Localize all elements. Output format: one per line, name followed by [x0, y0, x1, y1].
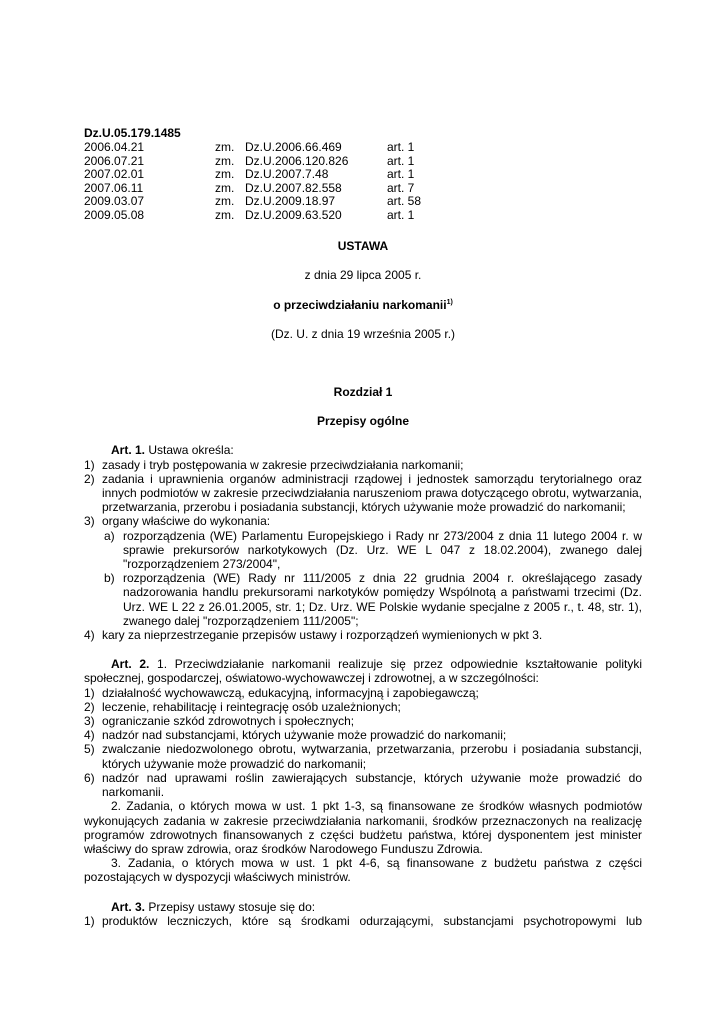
amendment-row: [84, 208, 642, 222]
amendment-row: [84, 140, 642, 154]
amendment-date: 2009.03.07: [84, 194, 145, 209]
item-text: działalność wychowawczą, edukacyjną, informacyjną i zapobiegawczą;: [102, 685, 479, 700]
article-1-intro: [84, 443, 642, 457]
amendment-article: art. 1: [387, 153, 415, 168]
list-item: [84, 514, 642, 528]
article-intro-text: Ustawa określa:: [145, 443, 234, 458]
amendment-type: zm.: [215, 194, 235, 209]
item-number: 1): [84, 913, 95, 928]
chapter-number: Rozdział 1: [333, 385, 393, 400]
amendment-type: zm.: [215, 180, 235, 195]
amendment-date: 2006.04.21: [84, 140, 145, 155]
sub-item-letter: b): [104, 571, 115, 586]
item-number: 3): [84, 514, 95, 529]
sub-item-text: rozporządzenia (WE) Rady nr 111/2005 z dnia 22 grudnia 2004 r. określającego zasady nadzorowania handlu prekursorami narkotyków pomiędzy Wspólnotą a państwami trzecimi (Dz. Urz. WE L 22 z 26.01.2005, str. 1; Dz. Urz. WE Polskie wydanie specjalne z 2005 r., t. 48, str. 1), zwanego dalej "rozporządzeniem 111/2005";: [123, 571, 642, 628]
list-item: [84, 714, 642, 728]
list-item: [84, 686, 642, 700]
amendment-ref: Dz.U.2009.18.97: [245, 194, 336, 209]
sub-item: [104, 529, 642, 572]
sub-item-text: rozporządzenia (WE) Parlamentu Europejskiego i Rady nr 273/2004 z dnia 11 lutego 2004 r. w sprawie prekursorów narkotykowych (Dz. Urz. WE L 047 z 18.02.2004), zwanego dalej "rozporządzeniem 273/2004",: [123, 528, 642, 572]
amendment-row: [84, 181, 642, 195]
item-number: 2): [84, 699, 95, 714]
article-2-paragraph-2: 2. Zadania, o których mowa w ust. 1 pkt 1-3, są finansowane ze środków własnych podmiotów wykonujących zadania w zakresie przeciwdziałania narkomanii, środków przeznaczonych na realizację programów zdrowotnych finansowanych z części budżetu państwa, której dysponentem jest minister właściwy do spraw zdrowia, oraz środków Narodowego Funduszu Zdrowia.: [84, 799, 642, 856]
amendment-type: zm.: [215, 167, 235, 182]
article-3: [84, 900, 642, 928]
item-number: 3): [84, 714, 95, 729]
list-item: [84, 742, 642, 770]
amendment-type: zm.: [215, 207, 235, 222]
item-text: organy właściwe do wykonania:: [102, 514, 271, 529]
journal-reference: Dz.U.05.179.1485: [84, 126, 181, 140]
list-item: [84, 628, 642, 642]
amendment-ref: Dz.U.2006.66.469: [245, 140, 342, 155]
amendment-row: [84, 167, 642, 181]
amendment-date: 2007.02.01: [84, 167, 145, 182]
article-2-intro: [84, 657, 642, 685]
amendment-history: [84, 126, 642, 221]
amendment-ref: Dz.U.2007.82.558: [245, 180, 342, 195]
item-number: 4): [84, 728, 95, 743]
amendment-ref: Dz.U.2009.63.520: [245, 207, 342, 222]
article-intro-text: Przepisy ustawy stosuje się do:: [145, 899, 316, 914]
article-1: [84, 443, 642, 642]
item-number: 1): [84, 685, 95, 700]
item-number: 4): [84, 628, 95, 643]
amendment-ref: Dz.U.2007.7.48: [245, 167, 329, 182]
amendment-article: art. 7: [387, 180, 415, 195]
article-2-paragraph-3: 3. Zadania, o których mowa w ust. 1 pkt 4-6, są finansowane z budżetu państwa z części pozostających w dyspozycji właściwych ministrów.: [84, 856, 642, 885]
sub-item-letter: a): [104, 528, 115, 543]
article-3-intro: [84, 900, 642, 914]
item-text: leczenie, rehabilitację i reintegrację osób uzależnionych;: [102, 699, 401, 714]
item-number: 5): [84, 742, 95, 757]
amendment-date: 2009.05.08: [84, 207, 145, 222]
amendment-type: zm.: [215, 153, 235, 168]
chapter-name: Przepisy ogólne: [316, 414, 410, 429]
item-text: zwalczanie niedozwolonego obrotu, wytwarzania, przetwarzania, przerobu i posiadania substancji, których używanie może prowadzić do narkomanii;: [102, 742, 642, 771]
amendment-type: zm.: [215, 140, 235, 155]
item-text: kary za nieprzestrzeganie przepisów ustawy i rozporządzeń wymienionych w pkt 3.: [102, 628, 543, 643]
amendment-article: art. 1: [387, 140, 415, 155]
act-subject-text: o przeciwdziałaniu narkomanii: [273, 297, 447, 312]
item-number: 2): [84, 471, 95, 486]
footnote-marker[interactable]: 1): [446, 298, 453, 306]
item-text: produktów leczniczych, które są środkami odurzającymi, substancjami psychotropowymi lub: [102, 913, 642, 928]
sub-item: [104, 571, 642, 628]
item-text: nadzór nad uprawami roślin zawierających substancje, których używanie może prowadzić do narkomanii.: [102, 770, 642, 800]
act-publication: (Dz. U. z dnia 19 września 2005 r.): [270, 326, 456, 341]
article-label: Art. 3.: [111, 899, 146, 914]
amendment-row: [84, 194, 642, 208]
amendment-article: art. 1: [387, 167, 415, 182]
amendment-article: art. 58: [387, 194, 422, 209]
item-number: 6): [84, 770, 95, 785]
article-2: [84, 657, 642, 884]
item-text: ograniczanie szkód zdrowotnych i społecznych;: [102, 714, 355, 729]
item-number: 1): [84, 457, 95, 472]
list-item: [84, 700, 642, 714]
article-intro-text: 1. Przeciwdziałanie narkomanii realizuje się przez odpowiednie kształtowanie polityki społecznej, gospodarczej, oświatowo-wychowawczej i zdrowotnej, a w szczególności:: [84, 657, 642, 686]
item-text: zasady i tryb postępowania w zakresie przeciwdziałania narkomanii;: [102, 457, 464, 472]
list-item: [84, 771, 642, 799]
amendment-ref: Dz.U.2006.120.826: [245, 153, 349, 168]
amendment-article: art. 1: [387, 207, 415, 222]
article-label: Art. 2.: [111, 657, 150, 672]
article-label: Art. 1.: [111, 443, 146, 458]
list-item: [84, 472, 642, 515]
item-text: zadania i uprawnienia organów administracji rządowej i jednostek samorządu terytorialnego oraz innych podmiotów w zakresie przeciwdziałania naruszeniom prawa dotyczącego obrotu, wytwarzania, przetwarzania, przerobu i posiadania substancji, których używanie może prowadzić do narkomanii;: [102, 471, 642, 515]
amendment-date: 2006.07.21: [84, 153, 145, 168]
act-date: z dnia 29 lipca 2005 r.: [304, 268, 422, 283]
item-text: nadzór nad substancjami, których używanie może prowadzić do narkomanii;: [102, 728, 507, 743]
list-item: [84, 458, 642, 472]
act-title: USTAWA: [337, 239, 389, 254]
amendment-row: [84, 154, 642, 168]
amendment-date: 2007.06.11: [84, 180, 144, 195]
document-page: [84, 126, 642, 928]
act-subject: [84, 298, 642, 312]
list-item: [84, 914, 642, 928]
list-item: [84, 728, 642, 742]
